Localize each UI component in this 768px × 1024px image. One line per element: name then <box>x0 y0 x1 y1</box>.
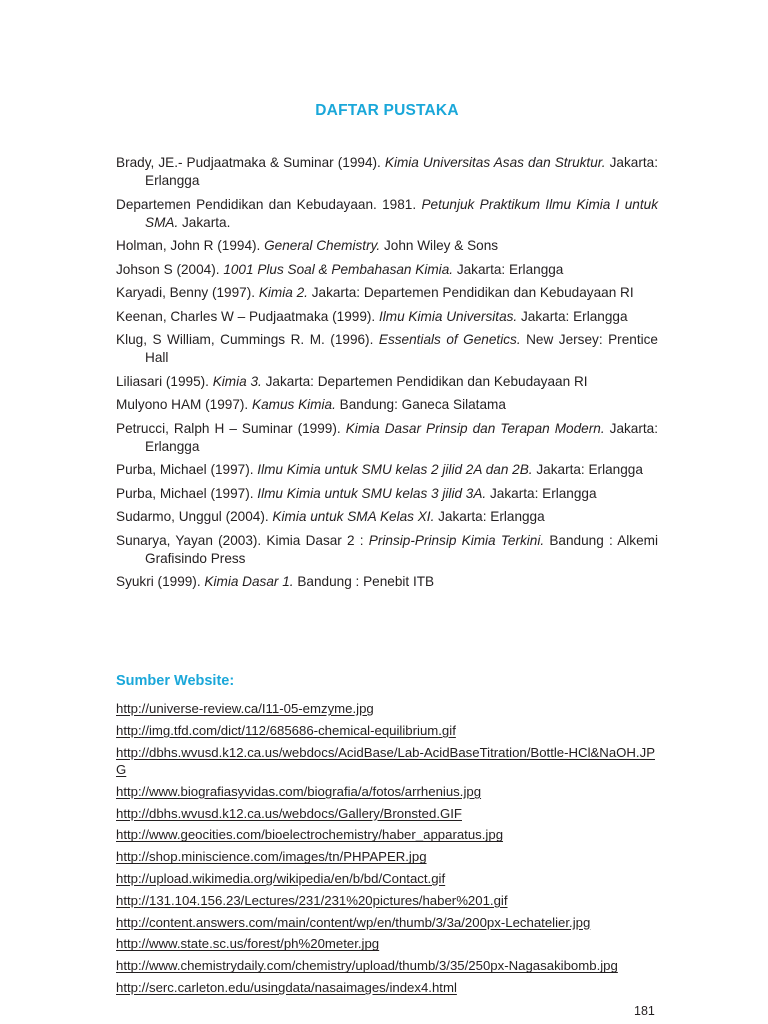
website-link[interactable]: http://www.biografiasyvidas.com/biografia/a/fotos/arrhenius.jpg <box>116 783 482 799</box>
reference-title: Petunjuk Praktikum Ilmu Kimia I untuk SMA. <box>145 196 659 230</box>
reference-publisher: Bandung : Alkemi Grafisindo Press <box>145 532 659 566</box>
website-link[interactable]: http://www.state.sc.us/forest/ph%20meter.jpg <box>116 936 380 952</box>
reference-text: Departemen Pendidikan dan Kebudayaan. 1981. <box>116 196 422 212</box>
reference-title: Ilmu Kimia untuk SMU kelas 3 jilid 3A. <box>257 485 487 501</box>
website-item <box>116 722 658 740</box>
reference-publisher: Jakarta: Erlangga <box>434 509 545 524</box>
reference-title: Kimia Universitas Asas dan Struktur. <box>384 155 606 170</box>
reference-list <box>116 154 658 597</box>
reference-text: Purba, Michael (1997). <box>116 485 258 501</box>
reference-text: Holman, John R (1994). <box>116 238 265 253</box>
website-item <box>116 700 658 718</box>
reference-item <box>116 261 658 279</box>
page-number: 181 <box>634 1004 655 1018</box>
reference-title: General Chemistry. <box>264 238 381 253</box>
website-link[interactable]: http://serc.carleton.edu/usingdata/nasaimages/index4.html <box>116 980 457 996</box>
reference-publisher: Jakarta: Erlangga <box>453 261 564 277</box>
reference-publisher: Jakarta: Departemen Pendidikan dan Kebudayaan RI <box>261 373 588 389</box>
website-item <box>116 744 658 779</box>
website-item <box>116 848 658 866</box>
website-item <box>116 914 658 932</box>
website-link[interactable]: http://dbhs.wvusd.k12.ca.us/webdocs/AcidBase/Lab-AcidBaseTitration/Bottle-HCl&NaOH.JPG <box>116 744 655 778</box>
website-item <box>116 826 658 844</box>
reference-item <box>116 396 658 414</box>
reference-title: Kimia Dasar 1. <box>204 574 294 589</box>
website-item <box>116 783 658 801</box>
reference-text: Mulyono HAM (1997). <box>116 397 252 412</box>
reference-title: Kimia Dasar Prinsip dan Terapan Modern. <box>345 420 605 436</box>
website-link[interactable]: http://upload.wikimedia.org/wikipedia/en/b/bd/Contact.gif <box>116 871 446 887</box>
reference-publisher: Jakarta: Departemen Pendidikan dan Kebudayaan RI <box>307 285 634 300</box>
reference-item <box>116 373 658 391</box>
website-item <box>116 892 658 910</box>
reference-item <box>116 237 658 255</box>
reference-item <box>116 331 658 367</box>
reference-publisher: Jakarta. <box>178 214 231 230</box>
reference-publisher: Jakarta: Erlangga <box>145 420 658 454</box>
website-item <box>116 979 658 997</box>
website-item <box>116 935 658 953</box>
reference-title: Ilmu Kimia Universitas. <box>378 308 518 324</box>
reference-item <box>116 196 658 232</box>
reference-text: Purba, Michael (1997). <box>116 462 258 477</box>
reference-publisher: Jakarta: Erlangga <box>486 485 597 501</box>
reference-text: Klug, S William, Cummings R. M. (1996). <box>116 332 379 347</box>
page-title: DAFTAR PUSTAKA <box>315 102 459 119</box>
reference-title: Essentials of Genetics. <box>378 332 521 347</box>
website-item <box>116 805 658 823</box>
website-link[interactable]: http://shop.miniscience.com/images/tn/PHPAPER.jpg <box>116 849 427 865</box>
reference-title: Kamus Kimia. <box>252 397 336 412</box>
reference-item <box>116 308 658 326</box>
website-link[interactable]: http://dbhs.wvusd.k12.ca.us/webdocs/Gallery/Bronsted.GIF <box>116 805 462 821</box>
reference-item <box>116 508 658 526</box>
reference-title: Kimia untuk SMA Kelas XI. <box>272 509 435 524</box>
website-link[interactable]: http://content.answers.com/main/content/wp/en/thumb/3/3a/200px-Lechatelier.jpg <box>116 914 591 930</box>
reference-text: Johson S (2004). <box>116 261 224 277</box>
website-item <box>116 957 658 975</box>
reference-text: Brady, JE.- Pudjaatmaka & Suminar (1994). <box>116 155 385 170</box>
reference-text: Keenan, Charles W – Pudjaatmaka (1999). <box>116 308 379 324</box>
reference-item <box>116 420 658 456</box>
reference-item <box>116 284 658 302</box>
reference-title: Kimia 3. <box>212 373 262 389</box>
website-link[interactable]: http://www.chemistrydaily.com/chemistry/upload/thumb/3/35/250px-Nagasakibomb.jpg <box>116 958 618 974</box>
reference-publisher: Bandung : Penebit ITB <box>293 574 435 589</box>
reference-title: Prinsip-Prinsip Kimia Terkini. <box>368 532 545 548</box>
reference-publisher: Bandung: Ganeca Silatama <box>335 397 506 412</box>
reference-title: 1001 Plus Soal & Pembahasan Kimia. <box>223 261 454 277</box>
reference-item <box>116 485 658 503</box>
reference-publisher: New Jersey: Prentice Hall <box>145 332 658 365</box>
reference-text: Syukri (1999). <box>116 574 205 589</box>
reference-publisher: Jakarta: Erlangga <box>145 155 658 188</box>
website-link[interactable]: http://img.tfd.com/dict/112/685686-chemical-equilibrium.gif <box>116 722 456 738</box>
reference-text: Karyadi, Benny (1997). <box>116 285 259 300</box>
reference-item <box>116 573 658 591</box>
reference-text: Sudarmo, Unggul (2004). <box>116 509 273 524</box>
reference-text: Liliasari (1995). <box>116 373 213 389</box>
website-link[interactable]: http://131.104.156.23/Lectures/231/231%20pictures/haber%201.gif <box>116 892 508 908</box>
reference-publisher: Jakarta: Erlangga <box>532 462 643 477</box>
reference-item <box>116 154 658 190</box>
reference-text: Petrucci, Ralph H – Suminar (1999). <box>116 420 346 436</box>
website-section-title: Sumber Website: <box>116 673 235 689</box>
reference-title: Kimia 2. <box>258 285 308 300</box>
website-item <box>116 870 658 888</box>
reference-item <box>116 461 658 479</box>
website-link[interactable]: http://www.geocities.com/bioelectrochemistry/haber_apparatus.jpg <box>116 827 504 843</box>
reference-title: Ilmu Kimia untuk SMU kelas 2 jilid 2A dan 2B. <box>257 462 533 477</box>
reference-publisher: John Wiley & Sons <box>380 238 499 253</box>
website-link[interactable]: http://universe-review.ca/I11-05-emzyme.jpg <box>116 701 374 716</box>
reference-publisher: Jakarta: Erlangga <box>517 308 628 324</box>
reference-text: Sunarya, Yayan (2003). Kimia Dasar 2 : <box>116 532 369 548</box>
website-list <box>116 700 658 1001</box>
reference-item <box>116 532 658 568</box>
